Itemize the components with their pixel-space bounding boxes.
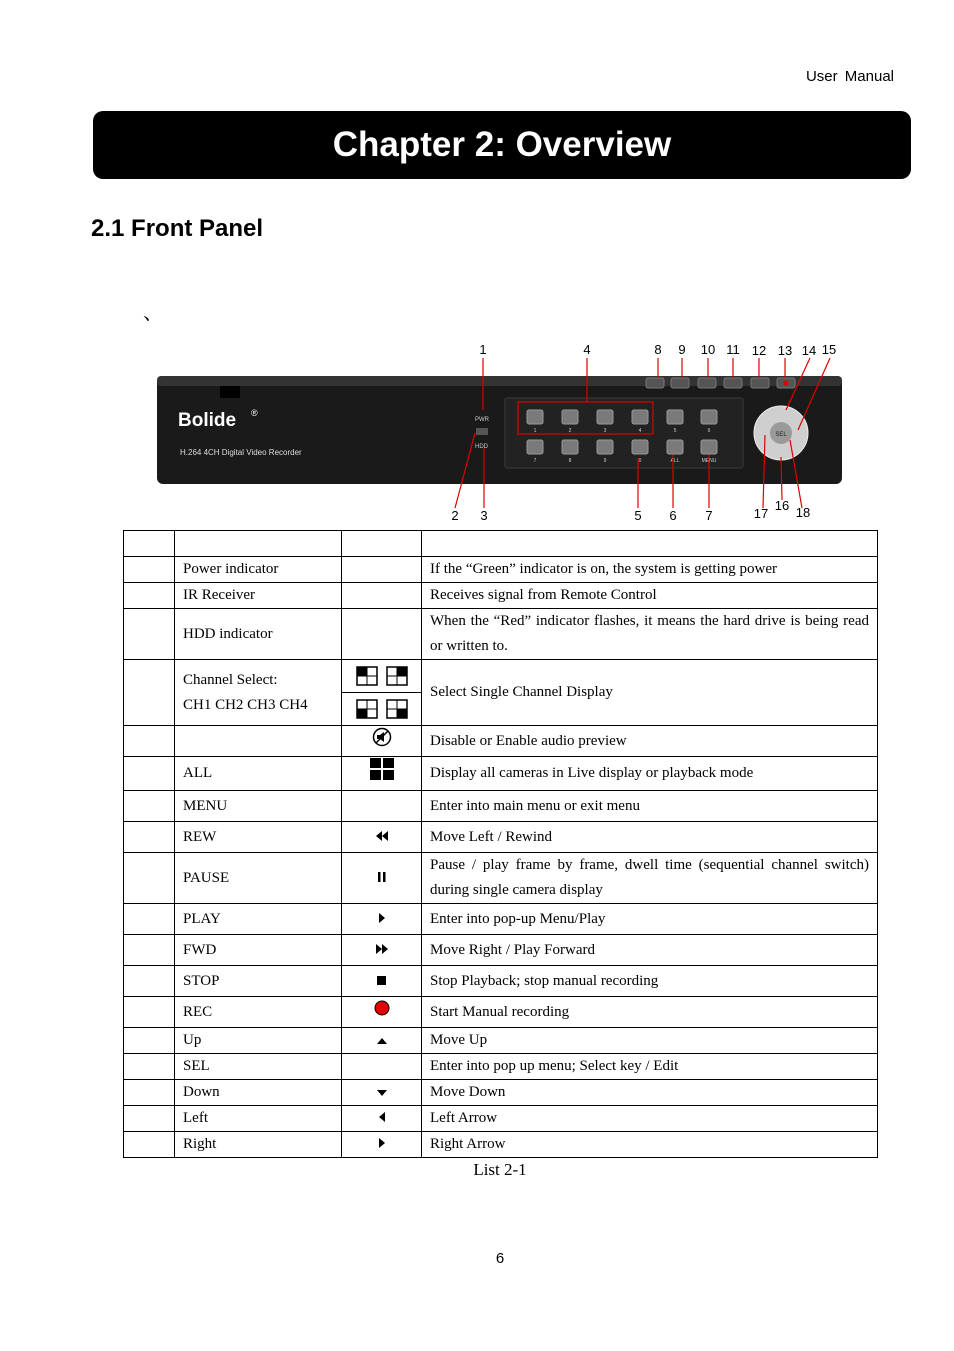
table-row (124, 757, 878, 791)
device-front-panel-figure (150, 340, 850, 525)
table-row (124, 1054, 878, 1080)
chapter-title-banner (93, 111, 911, 179)
device-btn-label-2: 2 (568, 428, 572, 434)
table-header-cell (124, 531, 175, 557)
callout-14: 14 (801, 343, 817, 358)
table-caption: List 2-1 (473, 1160, 527, 1179)
device-btn-label-all: ALL (670, 458, 680, 464)
row-description-cell: Disable or Enable audio preview (422, 726, 878, 757)
device-btn-label-3: 3 (603, 428, 607, 434)
table-row (124, 822, 878, 853)
callout-8: 8 (654, 342, 662, 357)
stop-icon (377, 969, 386, 994)
row-description-cell: Right Arrow (422, 1132, 878, 1158)
row-description-cell: Enter into main menu or exit menu (422, 791, 878, 822)
device-sel-label: SEL (775, 432, 787, 438)
row-icon-cell (342, 997, 422, 1028)
row-icon-cell (342, 757, 422, 791)
quad-view-icon (369, 757, 395, 790)
row-description-cell: Move Up (422, 1028, 878, 1054)
row-name-cell: PAUSE (175, 853, 342, 904)
row-number-cell (124, 1132, 175, 1158)
row-name-cell: ALL (175, 757, 342, 791)
row-description-cell: Select Single Channel Display (422, 660, 878, 726)
row-description-cell: When the “Red” indicator flashes, it means the hard drive is being read or written to. (422, 609, 878, 660)
row-number-cell (124, 997, 175, 1028)
callout-9: 9 (678, 342, 686, 357)
row-number-cell (124, 935, 175, 966)
row-number-cell (124, 757, 175, 791)
table-row (124, 997, 878, 1028)
row-name-cell: MENU (175, 791, 342, 822)
row-number-cell (124, 853, 175, 904)
row-description-cell: Display all cameras in Live display or playback mode (422, 757, 878, 791)
callout-5: 5 (634, 508, 642, 523)
row-name-cell: Down (175, 1080, 342, 1106)
device-btn-label-menu: MENU (701, 458, 717, 464)
row-icon-cell (342, 1106, 422, 1132)
row-icon-cell (342, 660, 422, 726)
row-description-cell: Receives signal from Remote Control (422, 583, 878, 609)
device-btn-label-9: 9 (603, 458, 607, 464)
row-description-cell: Start Manual recording (422, 997, 878, 1028)
row-icon-cell (342, 791, 422, 822)
table-row (124, 726, 878, 757)
row-icon-cell (342, 853, 422, 904)
header-manual-label: User Manual (805, 68, 894, 85)
callout-3: 3 (480, 508, 488, 523)
callout-7: 7 (705, 508, 713, 523)
table-row (124, 791, 878, 822)
table-row (124, 1028, 878, 1054)
row-icon-cell (342, 557, 422, 583)
row-description-cell: Move Right / Play Forward (422, 935, 878, 966)
row-number-cell (124, 583, 175, 609)
callout-6: 6 (669, 508, 677, 523)
row-name-cell: IR Receiver (175, 583, 342, 609)
row-number-cell (124, 904, 175, 935)
device-btn-label-7: 7 (533, 458, 537, 464)
row-icon-cell (342, 1054, 422, 1080)
row-icon-cell (342, 1080, 422, 1106)
row-number-cell (124, 660, 175, 726)
row-number-cell (124, 557, 175, 583)
row-description-cell: Left Arrow (422, 1106, 878, 1132)
device-btn-label-1: 1 (533, 428, 537, 434)
callout-4: 4 (583, 342, 591, 357)
table-header-cell (175, 531, 342, 557)
fast-forward-icon (376, 938, 388, 963)
callout-15: 15 (821, 342, 837, 357)
mute-icon (372, 727, 392, 756)
row-name-cell: SEL (175, 1054, 342, 1080)
row-icon-cell (342, 609, 422, 660)
rewind-icon (376, 825, 388, 850)
record-icon (374, 1000, 390, 1025)
row-name-cell: FWD (175, 935, 342, 966)
device-hdd-label: HDD (475, 444, 488, 450)
section-title: 2.1 Front Panel (91, 215, 264, 242)
table-header-row (124, 531, 878, 557)
pause-icon (378, 866, 386, 891)
device-btn-label-5: 5 (673, 428, 677, 434)
row-icon-cell (342, 935, 422, 966)
row-number-cell (124, 609, 175, 660)
table-row (124, 853, 878, 904)
table-row (124, 935, 878, 966)
callout-2: 2 (451, 508, 459, 523)
front-panel-table (123, 530, 878, 1158)
row-number-cell (124, 726, 175, 757)
row-icon-cell (342, 583, 422, 609)
device-brand: Bolide (178, 410, 237, 431)
row-description-cell: Move Down (422, 1080, 878, 1106)
callout-16: 16 (774, 498, 790, 513)
table-row (124, 904, 878, 935)
left-arrow-icon (379, 1106, 385, 1131)
callout-1: 1 (479, 342, 487, 357)
row-number-cell (124, 1054, 175, 1080)
row-number-cell (124, 822, 175, 853)
row-description-cell: Pause / play frame by frame, dwell time (sequential channel switch) during single camera display (422, 853, 878, 904)
row-description-cell: If the “Green” indicator is on, the system is getting power (422, 557, 878, 583)
device-pwr-label: PWR (475, 417, 489, 423)
row-name-cell: Channel Select: CH1 CH2 CH3 CH4 (175, 660, 342, 726)
table-row (124, 557, 878, 583)
row-name-cell: HDD indicator (175, 609, 342, 660)
table-row (124, 1080, 878, 1106)
row-name-cell: Up (175, 1028, 342, 1054)
row-icon-cell (342, 1028, 422, 1054)
device-btn-label-8: 8 (568, 458, 572, 464)
row-icon-cell (342, 726, 422, 757)
callout-12: 12 (751, 343, 767, 358)
row-icon-cell (342, 822, 422, 853)
row-number-cell (124, 1028, 175, 1054)
callout-11: 11 (726, 342, 740, 357)
device-model-line: H.264 4CH Digital Video Recorder (180, 448, 302, 457)
row-description-cell: Enter into pop up menu; Select key / Edit (422, 1054, 878, 1080)
device-registered-mark: ® (251, 408, 258, 418)
device-btn-label-6: 6 (707, 428, 711, 434)
table-row (124, 1106, 878, 1132)
callout-17: 17 (753, 506, 769, 521)
row-name-cell: Power indicator (175, 557, 342, 583)
row-number-cell (124, 1106, 175, 1132)
row-icon-cell (342, 1132, 422, 1158)
table-row (124, 966, 878, 997)
device-btn-label-4: 4 (638, 428, 642, 434)
row-icon-cell (342, 904, 422, 935)
table-row (124, 1132, 878, 1158)
row-icon-cell (342, 966, 422, 997)
chapter-title: Chapter 2: Overview (332, 125, 672, 164)
table-header-cell (422, 531, 878, 557)
row-description-cell: Move Left / Rewind (422, 822, 878, 853)
row-number-cell (124, 1080, 175, 1106)
up-arrow-icon (377, 1028, 387, 1053)
callout-10: 10 (700, 342, 716, 357)
row-name-cell: REW (175, 822, 342, 853)
row-name-cell: REC (175, 997, 342, 1028)
row-description-cell: Enter into pop-up Menu/Play (422, 904, 878, 935)
device-btn-label-0: 0 (638, 458, 642, 464)
row-number-cell (124, 966, 175, 997)
right-arrow-icon (379, 1132, 385, 1157)
row-name-cell: STOP (175, 966, 342, 997)
table-header-cell (342, 531, 422, 557)
row-name-cell: PLAY (175, 904, 342, 935)
callout-13: 13 (777, 343, 793, 358)
row-name-cell: Right (175, 1132, 342, 1158)
play-icon (379, 907, 385, 932)
row-description-cell: Stop Playback; stop manual recording (422, 966, 878, 997)
down-arrow-icon (377, 1080, 387, 1105)
row-name-cell (175, 726, 342, 757)
row-number-cell (124, 791, 175, 822)
table-row (124, 583, 878, 609)
device-front-panel-image (150, 340, 850, 525)
page-number: 6 (495, 1250, 505, 1267)
table-row (124, 660, 878, 726)
table-row (124, 609, 878, 660)
callout-18: 18 (795, 505, 811, 520)
channel-quad-icons (342, 660, 421, 725)
row-name-cell: Left (175, 1106, 342, 1132)
stray-mark: 、 (143, 302, 163, 324)
